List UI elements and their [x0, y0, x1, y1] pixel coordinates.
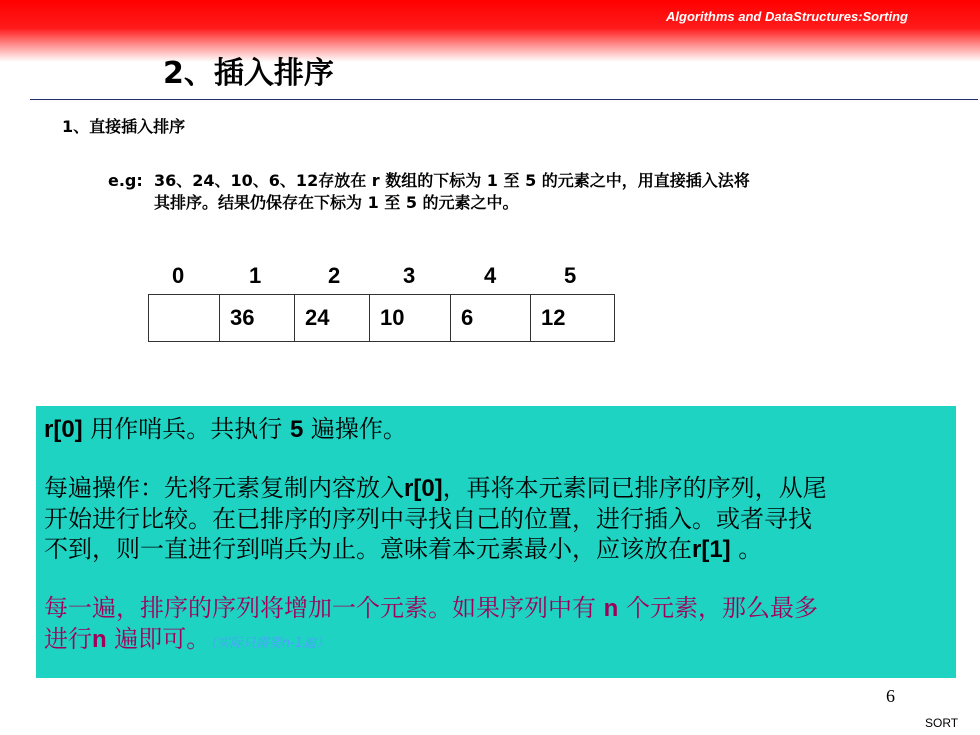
conclusion-text: 遍即可。: [106, 625, 211, 653]
conclusion-text: 个元素，那么最多: [618, 594, 818, 622]
array-row: [149, 295, 615, 342]
sentinel-text-end: 遍操作。: [303, 415, 407, 443]
array-index: 3: [403, 263, 416, 288]
sentinel-note: [44, 414, 946, 445]
array-cell: 10: [370, 295, 451, 342]
array-index: 1: [249, 263, 262, 288]
example-line-1-text: 36、24、10、6、12存放在 r 数组的下标为 1 至 5 的元素之中，用直接插入法将: [154, 171, 750, 190]
conclusion-text: 每一遍，排序的序列将增加一个元素。如果序列中有: [44, 594, 604, 622]
sentinel-ref: r[0]: [404, 475, 443, 502]
procedure-line-3: [44, 534, 946, 565]
example-line-1: [108, 170, 948, 192]
array-table: [148, 294, 615, 342]
array-cell: [149, 295, 220, 342]
conclusion-text: 进行: [44, 625, 92, 653]
procedure-text: 每遍操作：先将元素复制内容放入: [44, 474, 404, 502]
procedure-line-2: 开始进行比较。在已排序的序列中寻找自己的位置，进行插入。或者寻找: [44, 505, 812, 533]
procedure-text: ，再将本元素同已排序的序列，从尾: [442, 474, 827, 502]
array-cell: 36: [220, 295, 295, 342]
example-line-2: 其排序。结果仍保存在下标为 1 至 5 的元素之中。: [154, 193, 519, 212]
procedure-text: 不到，则一直进行到哨兵为止。意味着本元素最小，应该放在: [44, 535, 692, 563]
array-cell: 6: [451, 295, 531, 342]
conclusion-line-2: [44, 624, 946, 659]
array-index: 0: [172, 263, 185, 288]
example-label: e.g:: [108, 171, 143, 190]
explanation-box: [36, 406, 956, 678]
example-text: [108, 170, 948, 214]
pass-count: 5: [289, 416, 304, 443]
array-index-row: [148, 263, 614, 291]
sentinel-ref: r[0]: [44, 416, 83, 443]
array-cell: 12: [531, 295, 615, 342]
conclusion-line-1: [44, 593, 946, 624]
procedure-text: 。: [730, 535, 763, 563]
n-variable: n: [92, 626, 107, 653]
slide-title: 2、插入排序: [163, 56, 334, 91]
sentinel-text: 用作哨兵。共执行: [82, 415, 290, 443]
array-index: 5: [564, 263, 577, 288]
tip-note: （实际只需要n-1遍）: [210, 636, 330, 651]
first-slot-ref: r[1]: [692, 536, 731, 563]
array-index: 4: [484, 263, 497, 288]
procedure-line-1: [44, 473, 946, 504]
array-cell: 24: [295, 295, 370, 342]
page-number: 6: [886, 686, 895, 706]
n-variable: n: [603, 595, 619, 622]
array-index: 2: [328, 263, 341, 288]
footer-label: SORT: [925, 716, 959, 730]
section-heading: 1、直接插入排序: [62, 117, 186, 136]
course-title: Algorithms and DataStructures:Sorting: [666, 9, 908, 24]
title-divider: [30, 99, 978, 100]
